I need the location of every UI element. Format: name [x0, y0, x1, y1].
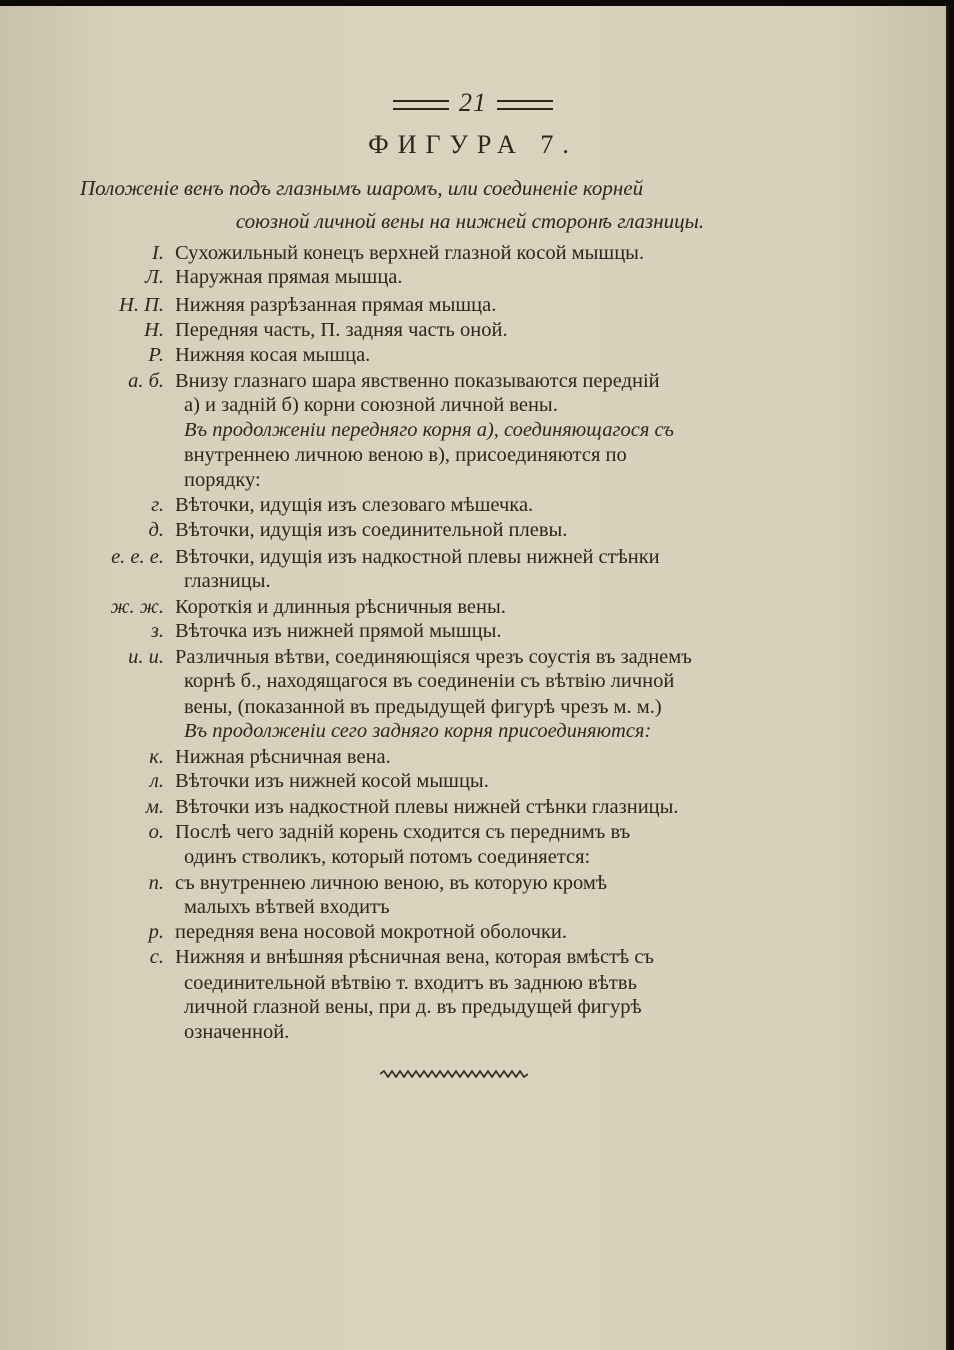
- legend-item-text: соединительной вѣтвію т. входитъ въ заднюю вѣтвь: [184, 972, 637, 994]
- legend-item-text: малыхъ вѣтвей входитъ: [184, 896, 390, 918]
- legend-item-text: Наружная прямая мышца.: [175, 266, 403, 288]
- legend-item-text: Нижняя и внѣшняя рѣсничная вена, которая вмѣстѣ съ: [175, 946, 655, 968]
- legend-item-text: корнѣ б., находящагося въ соединеніи съ вѣтвію личной: [184, 670, 675, 692]
- legend-item-text: Внизу глазнаго шара явственно показываются передній: [175, 370, 660, 392]
- legend-item-text: Вѣточки изъ нижней косой мышцы.: [175, 770, 489, 792]
- legend-item-text: глазницы.: [184, 570, 271, 592]
- legend-item: [0, 570, 946, 595]
- legend-item-text: Вѣточка изъ нижней прямой мышцы.: [175, 620, 502, 642]
- legend-item-text: порядку:: [184, 469, 261, 491]
- legend-item: [0, 720, 946, 745]
- legend-item-text: Нижная рѣсничная вена.: [175, 746, 391, 768]
- legend-item-label: Л.: [144, 266, 164, 288]
- legend-item: [0, 896, 946, 921]
- subtitle-line-2: союзной личной вены на нижней сторонѣ глазницы.: [235, 209, 705, 233]
- legend-item-text: а) и задній б) корни союзной личной вены.: [184, 394, 558, 416]
- legend-item-text: Вѣточки, идущія изъ надкостной плевы нижней стѣнки: [175, 546, 660, 568]
- legend-item: [0, 921, 946, 946]
- right-rule: [497, 100, 553, 110]
- legend-item-text: Нижняя косая мышца.: [175, 344, 371, 366]
- end-ornament: [380, 1070, 528, 1078]
- legend-item-label: ж. ж.: [110, 596, 164, 618]
- legend-item-label: л.: [149, 770, 164, 792]
- book-page: [0, 6, 949, 1350]
- legend-item-text: личной глазной вены, при д. въ предыдущей фигурѣ: [184, 996, 642, 1018]
- legend-item-text: внутреннею личною веною в), присоединяются по: [184, 444, 627, 466]
- legend-item: [0, 796, 946, 821]
- page-number: 21: [0, 88, 946, 118]
- legend-item-label: з.: [150, 620, 164, 642]
- legend-item-text: вены, (показанной въ предыдущей фигурѣ чрезъ м. м.): [184, 696, 662, 718]
- legend-item-text: Въ продолженіи передняго корня а), соединяющагося съ: [184, 419, 674, 441]
- legend-item: [0, 696, 946, 721]
- legend-item: [0, 770, 946, 795]
- legend-item: [0, 946, 946, 971]
- legend-item-label: р.: [148, 921, 164, 943]
- legend-item: [0, 670, 946, 695]
- legend-item: [0, 469, 946, 494]
- legend-item-text: означенной.: [184, 1021, 290, 1043]
- legend-item-label: г.: [151, 494, 164, 516]
- legend-item-text: Вѣточки, идущія изъ соединительной плевы.: [175, 519, 568, 541]
- legend-item: [0, 519, 946, 544]
- legend-item: [0, 996, 946, 1021]
- legend-item-label: д.: [148, 519, 164, 541]
- legend-item: [0, 370, 946, 395]
- legend-item-text: передняя вена носовой мокротной оболочки.: [175, 921, 568, 943]
- legend-item-label: е. е. е.: [111, 546, 164, 568]
- legend-item-text: Различныя вѣтви, соединяющіяся чрезъ соустія въ заднемъ: [175, 646, 692, 668]
- legend-item: [0, 972, 946, 997]
- legend-item: [0, 746, 946, 771]
- legend-item-text: Короткія и длинныя рѣсничныя вены.: [175, 596, 506, 618]
- legend-item-label: Н. П.: [119, 294, 164, 316]
- legend-item: [0, 319, 946, 344]
- legend-item-text: Въ продолженіи сего задняго корня присоединяются:: [184, 720, 652, 742]
- legend-item: [0, 872, 946, 897]
- legend-item: [0, 1021, 946, 1046]
- legend-item: [0, 494, 946, 519]
- legend-item: [0, 242, 946, 267]
- legend-item-label: о.: [148, 821, 164, 843]
- legend-item: [0, 596, 946, 621]
- legend-item: [0, 646, 946, 671]
- legend-item-label: I.: [152, 242, 164, 264]
- legend-item-label: м.: [145, 796, 164, 818]
- legend-item-text: Нижняя разрѣзанная прямая мышца.: [175, 294, 497, 316]
- legend-item-label: Р.: [148, 344, 164, 366]
- subtitle-line-1: Положеніе венъ подъ глазнымъ шаромъ, или соединеніе корней: [80, 176, 644, 200]
- left-rule: [393, 100, 449, 110]
- legend-item-label: с.: [149, 946, 164, 968]
- legend-item: [0, 419, 946, 444]
- legend-item: [0, 546, 946, 571]
- legend-item-label: Н.: [144, 319, 164, 341]
- legend-item-label: к.: [149, 746, 164, 768]
- legend-item: [0, 344, 946, 369]
- figure-subtitle: [80, 172, 860, 238]
- legend-item-text: Передняя часть, П. задняя часть оной.: [175, 319, 508, 341]
- figure-title: ФИГУРА 7.: [368, 130, 578, 159]
- legend-item: [0, 444, 946, 469]
- legend-item: [0, 821, 946, 846]
- legend-item: [0, 846, 946, 871]
- legend-item-label: и. и.: [128, 646, 164, 668]
- legend-item-label: п.: [148, 872, 164, 894]
- legend-item-text: одинъ стволикъ, который потомъ соединяется:: [184, 846, 591, 868]
- legend-item-text: Послѣ чего задній корень сходится съ переднимъ въ: [175, 821, 631, 843]
- legend-item-label: а. б.: [128, 370, 164, 392]
- legend-item-text: Вѣточки изъ надкостной плевы нижней стѣнки глазницы.: [175, 796, 679, 818]
- legend-item: [0, 294, 946, 319]
- legend-item-text: Сухожильный конецъ верхней глазной косой мышцы.: [175, 242, 645, 264]
- legend-item-text: съ внутреннею личною веною, въ которую кромѣ: [175, 872, 607, 894]
- legend-item: [0, 394, 946, 419]
- legend-item-text: Вѣточки, идущія изъ слезоваго мѣшечка.: [175, 494, 534, 516]
- legend-item: [0, 266, 946, 291]
- legend-item: [0, 620, 946, 645]
